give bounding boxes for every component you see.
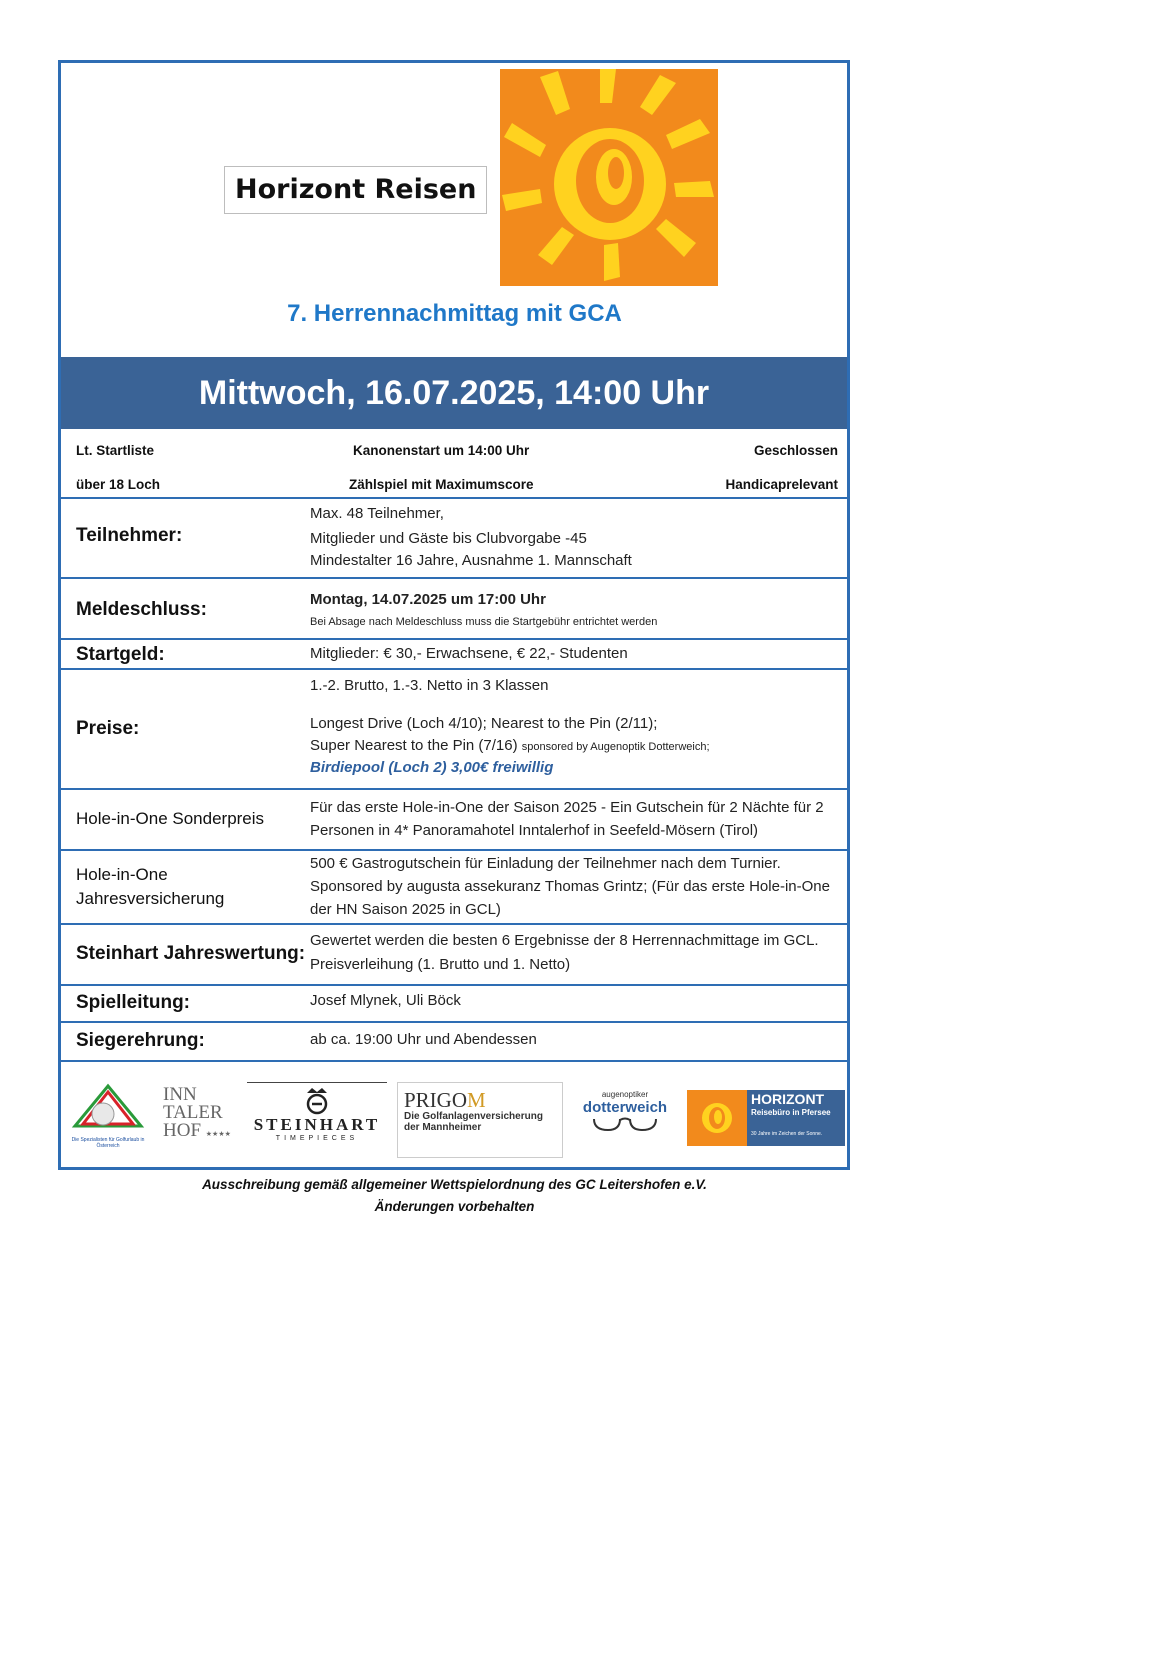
preise-line-3 <box>310 735 710 758</box>
prigo-line-1: Die Golfanlagenversicherung <box>404 1111 543 1122</box>
hio-jahres-line-1: 500 € Gastrogutschein für Einladung der Teilnehmer nach dem Turnier. <box>310 855 781 872</box>
hio-sonder-label: Hole-in-One Sonderpreis <box>76 809 265 828</box>
siegerehrung-value: ab ca. 19:00 Uhr und Abendessen <box>310 1031 537 1048</box>
golf-austria-caption: Die Spezialisten für Golfurlaub in Österreich <box>71 1137 145 1149</box>
prigo-logo <box>397 1082 563 1158</box>
sun-logo-icon <box>500 69 718 286</box>
row-steinhart <box>61 925 847 984</box>
hio-jahres-line-2: Sponsored by augusta assekuranz Thomas Grintz; (Für das erste Hole-in-One <box>310 878 830 895</box>
dotter-name: dotterweich <box>582 1099 668 1116</box>
preise-label: Preise: <box>76 718 140 739</box>
inn-line-2: TALER <box>163 1102 223 1123</box>
hio-jahres-line-3: der HN Saison 2025 in GCL) <box>310 901 501 918</box>
spielleitung-label: Spielleitung: <box>76 992 190 1013</box>
startgeld-value: Mitglieder: € 30,- Erwachsene, € 22,- Studenten <box>310 645 628 662</box>
sponsor-logos <box>61 1076 847 1168</box>
teilnehmer-label: Teilnehmer: <box>76 525 183 546</box>
inn-stars: ★★★★ <box>205 1130 231 1138</box>
date-banner <box>61 357 847 429</box>
prigo-m: M <box>467 1088 486 1112</box>
row-hio-jahres <box>61 851 847 923</box>
info-zaehlspiel: Zählspiel mit Maximumscore <box>349 477 534 492</box>
horizont-panel <box>747 1090 845 1146</box>
footer-line-1: Ausschreibung gemäß allgemeiner Wettspielordnung des GC Leitershofen e.V. <box>202 1177 707 1192</box>
horizont-reisen-logo <box>687 1090 845 1146</box>
brand-box <box>224 166 487 214</box>
glasses-icon <box>590 1116 660 1132</box>
inn-hof: HOF <box>163 1120 202 1141</box>
meldeschluss-note: Bei Absage nach Meldeschluss muss die Startgebühr entrichtet werden <box>310 616 658 628</box>
inntalerhof-logo <box>151 1082 243 1158</box>
prigo-name: PRIGO <box>404 1088 468 1112</box>
teilnehmer-line-3: Mindestalter 16 Jahre, Ausnahme 1. Mannschaft <box>310 552 632 569</box>
spielleitung-value: Josef Mlynek, Uli Böck <box>310 992 461 1009</box>
row-meldeschluss <box>61 579 847 638</box>
horizont-sub: Reisebüro in Pfersee <box>751 1108 831 1117</box>
steinhart-name: STEINHART <box>253 1115 381 1134</box>
hio-sonder-line-2: Personen in 4* Panoramahotel Inntalerhof in Seefeld-Mösern (Tirol) <box>310 822 759 839</box>
preise-line-3-main: Super Nearest to the Pin (7/16) <box>310 737 518 754</box>
prigo-title <box>404 1089 562 1111</box>
dotter-top: augenoptiker <box>601 1090 649 1099</box>
teilnehmer-line-2: Mitglieder und Gäste bis Clubvorgabe -45 <box>310 530 587 547</box>
horizont-tag: 30 Jahre im Zeichen der Sonne. <box>751 1131 823 1137</box>
preise-sponsor-note: sponsored by Augenoptik Dotterweich; <box>521 741 710 753</box>
steinhart-sub: TIMEPIECES <box>275 1135 359 1142</box>
row-spielleitung <box>61 986 847 1021</box>
info-startliste: Lt. Startliste <box>76 443 155 458</box>
hio-jahres-label-2: Jahresversicherung <box>76 889 225 908</box>
birdiepool: Birdiepool (Loch 2) 3,00€ freiwillig <box>310 759 554 776</box>
horizont-name: HORIZONT <box>751 1091 825 1107</box>
golf-ball-icon <box>71 1082 145 1132</box>
row-siegerehrung <box>61 1023 847 1060</box>
brand-text: Horizont Reisen <box>235 174 477 205</box>
steinhart-line-1: Gewertet werden die besten 6 Ergebnisse der 8 Herrennachmittage im GCL. <box>310 932 819 949</box>
crown-icon <box>302 1085 332 1115</box>
date-line: Mittwoch, 16.07.2025, 14:00 Uhr <box>198 374 710 412</box>
info-geschlossen: Geschlossen <box>753 443 838 458</box>
steinhart-label: Steinhart Jahreswertung: <box>76 943 306 964</box>
prigo-line-2: der Mannheimer <box>404 1122 482 1133</box>
teilnehmer-line-1: Max. 48 Teilnehmer, <box>310 505 444 522</box>
info-18-loch: über 18 Loch <box>76 477 161 492</box>
footer-line-2: Änderungen vorbehalten <box>374 1199 535 1214</box>
row-teilnehmer <box>61 499 847 577</box>
meldeschluss-label: Meldeschluss: <box>76 599 207 620</box>
info-kanonenstart: Kanonenstart um 14:00 Uhr <box>353 443 530 458</box>
preise-line-1: 1.-2. Brutto, 1.-3. Netto in 3 Klassen <box>310 677 549 694</box>
golf-austria-logo <box>71 1082 145 1158</box>
row-preise <box>61 670 847 788</box>
hio-jahres-label-1: Hole-in-One <box>76 865 168 884</box>
siegerehrung-label: Siegerehrung: <box>76 1030 205 1051</box>
inn-line-3 <box>163 1122 243 1143</box>
divider <box>61 1060 847 1062</box>
row-hio-sonderpreis <box>61 790 847 849</box>
preise-line-2: Longest Drive (Loch 4/10); Nearest to the Pin (2/11); <box>310 715 658 732</box>
dotterweich-logo <box>573 1082 677 1158</box>
info-handicap: Handicaprelevant <box>725 477 838 492</box>
steinhart-line-2: Preisverleihung (1. Brutto und 1. Netto) <box>310 956 571 973</box>
hio-sonder-line-1: Für das erste Hole-in-One der Saison 2025 - Ein Gutschein für 2 Nächte für 2 <box>310 799 824 816</box>
inn-line-1: INN <box>163 1084 197 1105</box>
meldeschluss-date: Montag, 14.07.2025 um 17:00 Uhr <box>310 591 546 608</box>
sun-small-icon <box>687 1090 747 1146</box>
steinhart-logo <box>247 1082 387 1158</box>
startgeld-label: Startgeld: <box>76 644 165 665</box>
row-startgeld <box>61 640 847 668</box>
event-subtitle: 7. Herrennachmittag mit GCA <box>287 300 622 327</box>
